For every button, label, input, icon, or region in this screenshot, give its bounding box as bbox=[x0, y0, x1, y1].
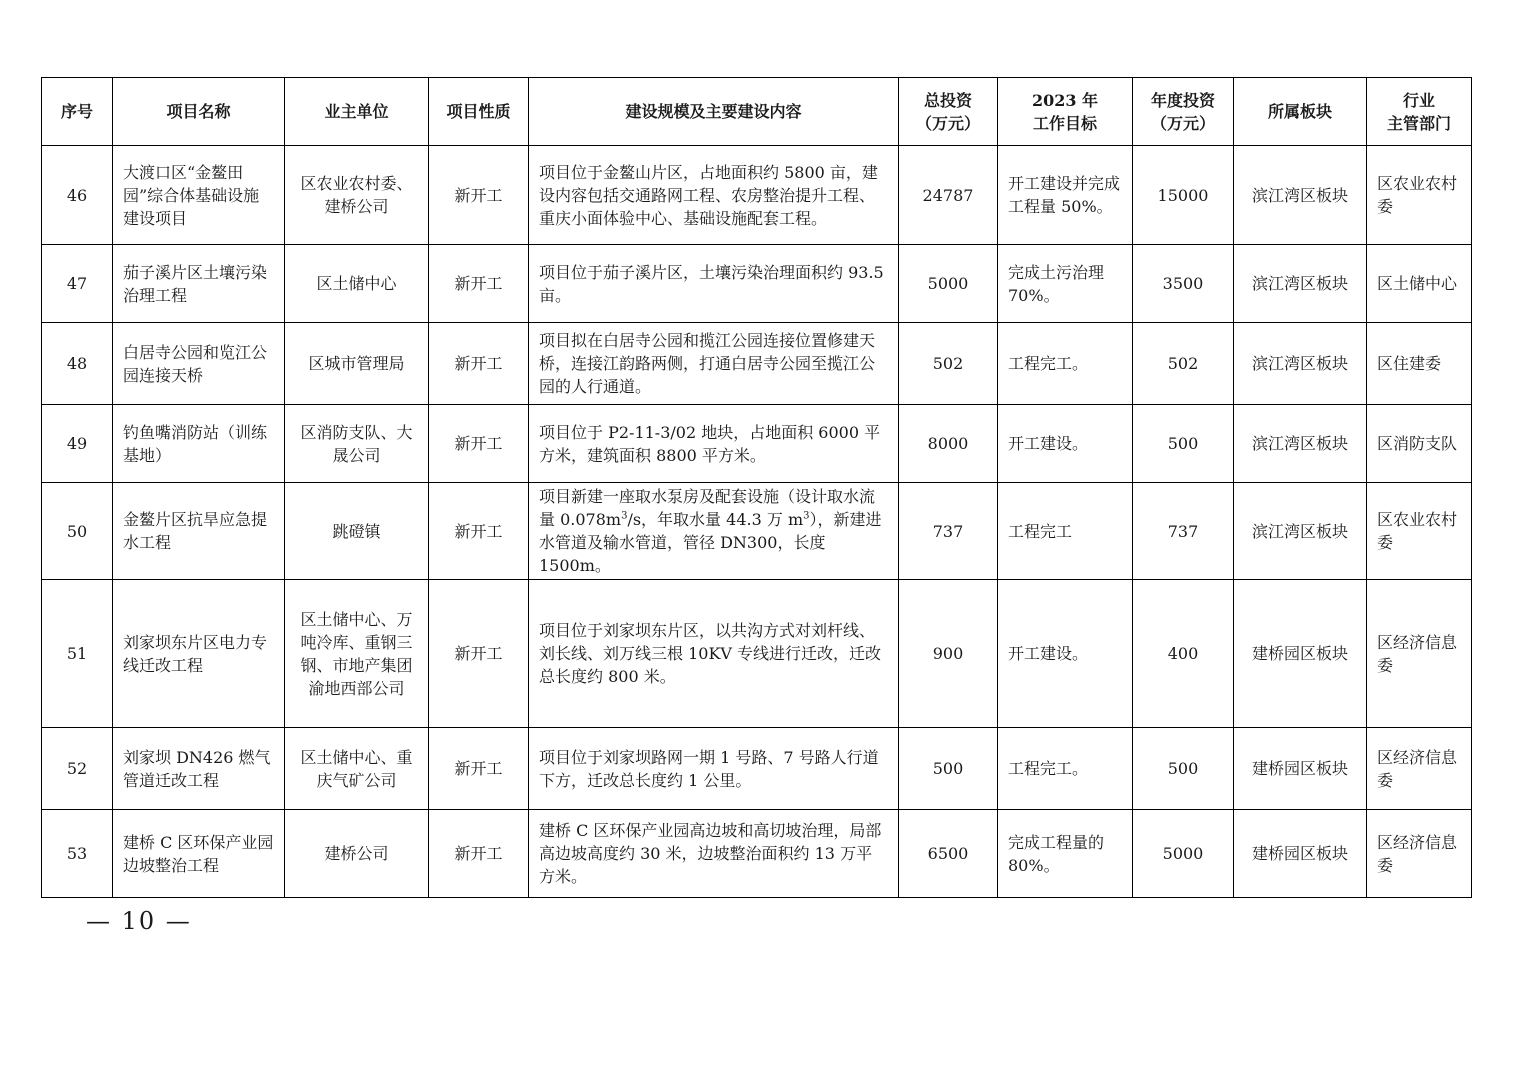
cell-seq: 53 bbox=[42, 810, 113, 898]
cell-seq: 50 bbox=[42, 483, 113, 580]
content-part-a: 项目新建一座取水泵房及配套设施（设计取水流量 0.078m bbox=[539, 487, 876, 529]
cell-annual: 15000 bbox=[1133, 146, 1234, 245]
table-row bbox=[42, 728, 1472, 810]
cell-owner: 跳磴镇 bbox=[285, 483, 429, 580]
table-row bbox=[42, 323, 1472, 405]
header-annual-investment bbox=[1133, 78, 1234, 146]
cell-sector: 滨江湾区板块 bbox=[1234, 323, 1367, 405]
cell-content: 项目位于刘家坝东片区，以共沟方式对刘杆线、刘长线、刘万线三根 10KV 专线进行迁改，迁改总长度约 800 米。 bbox=[529, 580, 899, 728]
cell-seq: 46 bbox=[42, 146, 113, 245]
cell-project-name: 建桥 C 区环保产业园边坡整治工程 bbox=[113, 810, 285, 898]
header-nature: 项目性质 bbox=[429, 78, 529, 146]
table-row bbox=[42, 810, 1472, 898]
cell-content bbox=[529, 483, 899, 580]
cell-nature: 新开工 bbox=[429, 245, 529, 323]
table-row bbox=[42, 245, 1472, 323]
content-part-b: /s，年取水量 44.3 万 m bbox=[627, 510, 804, 529]
cell-total: 6500 bbox=[899, 810, 998, 898]
content-superscript: 3 bbox=[621, 510, 628, 522]
cell-dept: 区农业农村委 bbox=[1367, 483, 1472, 580]
header-goal-line1: 2023 年 bbox=[1031, 90, 1099, 110]
cell-total: 8000 bbox=[899, 405, 998, 483]
cell-sector: 建桥园区板块 bbox=[1234, 580, 1367, 728]
cell-annual: 502 bbox=[1133, 323, 1234, 405]
cell-owner: 区土储中心 bbox=[285, 245, 429, 323]
cell-goal: 开工建设。 bbox=[998, 405, 1133, 483]
cell-total: 24787 bbox=[899, 146, 998, 245]
cell-owner: 建桥公司 bbox=[285, 810, 429, 898]
header-owner: 业主单位 bbox=[285, 78, 429, 146]
header-annual-line2: （万元） bbox=[1150, 113, 1215, 133]
cell-goal: 工程完工。 bbox=[998, 728, 1133, 810]
cell-project-name: 大渡口区“金鳌田园”综合体基础设施建设项目 bbox=[113, 146, 285, 245]
cell-dept: 区土储中心 bbox=[1367, 245, 1472, 323]
header-total-line2: （万元） bbox=[915, 113, 980, 133]
cell-nature: 新开工 bbox=[429, 146, 529, 245]
header-total-line1: 总投资 bbox=[923, 90, 972, 110]
cell-content: 项目位于金鳌山片区，占地面积约 5800 亩，建设内容包括交通路网工程、农房整治提升工程、重庆小面体验中心、基础设施配套工程。 bbox=[529, 146, 899, 245]
header-total-investment bbox=[899, 78, 998, 146]
cell-project-name: 茄子溪片区土壤污染治理工程 bbox=[113, 245, 285, 323]
cell-seq: 49 bbox=[42, 405, 113, 483]
table-row bbox=[42, 580, 1472, 728]
cell-total: 5000 bbox=[899, 245, 998, 323]
cell-project-name: 刘家坝 DN426 燃气管道迁改工程 bbox=[113, 728, 285, 810]
cell-content: 项目位于茄子溪片区，土壤污染治理面积约 93.5 亩。 bbox=[529, 245, 899, 323]
header-project-name: 项目名称 bbox=[113, 78, 285, 146]
cell-nature: 新开工 bbox=[429, 580, 529, 728]
cell-owner: 区城市管理局 bbox=[285, 323, 429, 405]
cell-sector: 建桥园区板块 bbox=[1234, 728, 1367, 810]
cell-dept: 区住建委 bbox=[1367, 323, 1472, 405]
cell-dept: 区消防支队 bbox=[1367, 405, 1472, 483]
header-dept-line2: 主管部门 bbox=[1386, 113, 1451, 133]
table-row bbox=[42, 146, 1472, 245]
header-dept-line1: 行业 bbox=[1402, 90, 1435, 110]
project-table bbox=[41, 77, 1472, 898]
cell-goal: 完成工程量的 80%。 bbox=[998, 810, 1133, 898]
header-seq: 序号 bbox=[42, 78, 113, 146]
cell-annual: 500 bbox=[1133, 405, 1234, 483]
cell-goal: 工程完工。 bbox=[998, 323, 1133, 405]
cell-project-name: 钓鱼嘴消防站（训练基地） bbox=[113, 405, 285, 483]
cell-sector: 建桥园区板块 bbox=[1234, 810, 1367, 898]
cell-owner: 区土储中心、万吨冷库、重钢三钢、市地产集团渝地西部公司 bbox=[285, 580, 429, 728]
cell-annual: 3500 bbox=[1133, 245, 1234, 323]
cell-goal: 完成土污治理 70%。 bbox=[998, 245, 1133, 323]
cell-sector: 滨江湾区板块 bbox=[1234, 405, 1367, 483]
cell-goal: 工程完工 bbox=[998, 483, 1133, 580]
cell-annual: 5000 bbox=[1133, 810, 1234, 898]
header-goal-line2: 工作目标 bbox=[1032, 113, 1097, 133]
header-dept bbox=[1367, 78, 1472, 146]
cell-dept: 区农业农村委 bbox=[1367, 146, 1472, 245]
cell-owner: 区土储中心、重庆气矿公司 bbox=[285, 728, 429, 810]
cell-total: 502 bbox=[899, 323, 998, 405]
cell-project-name: 刘家坝东片区电力专线迁改工程 bbox=[113, 580, 285, 728]
cell-content: 项目拟在白居寺公园和揽江公园连接位置修建天桥，连接江韵路两侧，打通白居寺公园至揽江公园的人行通道。 bbox=[529, 323, 899, 405]
cell-annual: 500 bbox=[1133, 728, 1234, 810]
cell-annual: 737 bbox=[1133, 483, 1234, 580]
cell-annual: 400 bbox=[1133, 580, 1234, 728]
table-header-row bbox=[42, 78, 1472, 146]
cell-project-name: 白居寺公园和览江公园连接天桥 bbox=[113, 323, 285, 405]
cell-total: 500 bbox=[899, 728, 998, 810]
header-content: 建设规模及主要建设内容 bbox=[529, 78, 899, 146]
cell-nature: 新开工 bbox=[429, 810, 529, 898]
cell-sector: 滨江湾区板块 bbox=[1234, 245, 1367, 323]
cell-owner: 区农业农村委、建桥公司 bbox=[285, 146, 429, 245]
cell-nature: 新开工 bbox=[429, 728, 529, 810]
cell-goal: 开工建设。 bbox=[998, 580, 1133, 728]
cell-sector: 滨江湾区板块 bbox=[1234, 146, 1367, 245]
cell-content: 项目位于 P2-11-3/02 地块，占地面积 6000 平方米，建筑面积 8800 平方米。 bbox=[529, 405, 899, 483]
cell-content: 建桥 C 区环保产业园高边坡和高切坡治理，局部高边坡高度约 30 米，边坡整治面积约 13 万平方米。 bbox=[529, 810, 899, 898]
content-superscript: 3 bbox=[803, 510, 810, 522]
page-number: — 10 — bbox=[86, 907, 192, 935]
cell-dept: 区经济信息委 bbox=[1367, 580, 1472, 728]
table-row bbox=[42, 405, 1472, 483]
cell-owner: 区消防支队、大晟公司 bbox=[285, 405, 429, 483]
cell-content: 项目位于刘家坝路网一期 1 号路、7 号路人行道下方，迁改总长度约 1 公里。 bbox=[529, 728, 899, 810]
cell-total: 737 bbox=[899, 483, 998, 580]
cell-seq: 51 bbox=[42, 580, 113, 728]
header-annual-line1: 年度投资 bbox=[1150, 90, 1215, 110]
header-goal bbox=[998, 78, 1133, 146]
table-row bbox=[42, 483, 1472, 580]
cell-nature: 新开工 bbox=[429, 483, 529, 580]
cell-nature: 新开工 bbox=[429, 323, 529, 405]
cell-sector: 滨江湾区板块 bbox=[1234, 483, 1367, 580]
cell-seq: 47 bbox=[42, 245, 113, 323]
cell-dept: 区经济信息委 bbox=[1367, 810, 1472, 898]
cell-seq: 52 bbox=[42, 728, 113, 810]
cell-project-name: 金鳌片区抗旱应急提水工程 bbox=[113, 483, 285, 580]
cell-dept: 区经济信息委 bbox=[1367, 728, 1472, 810]
content-part-c: ），新建进水管道及输水管道，管径 DN300，长度 1500m。 bbox=[539, 510, 882, 575]
cell-nature: 新开工 bbox=[429, 405, 529, 483]
header-sector: 所属板块 bbox=[1234, 78, 1367, 146]
cell-goal: 开工建设并完成工程量 50%。 bbox=[998, 146, 1133, 245]
cell-seq: 48 bbox=[42, 323, 113, 405]
cell-total: 900 bbox=[899, 580, 998, 728]
